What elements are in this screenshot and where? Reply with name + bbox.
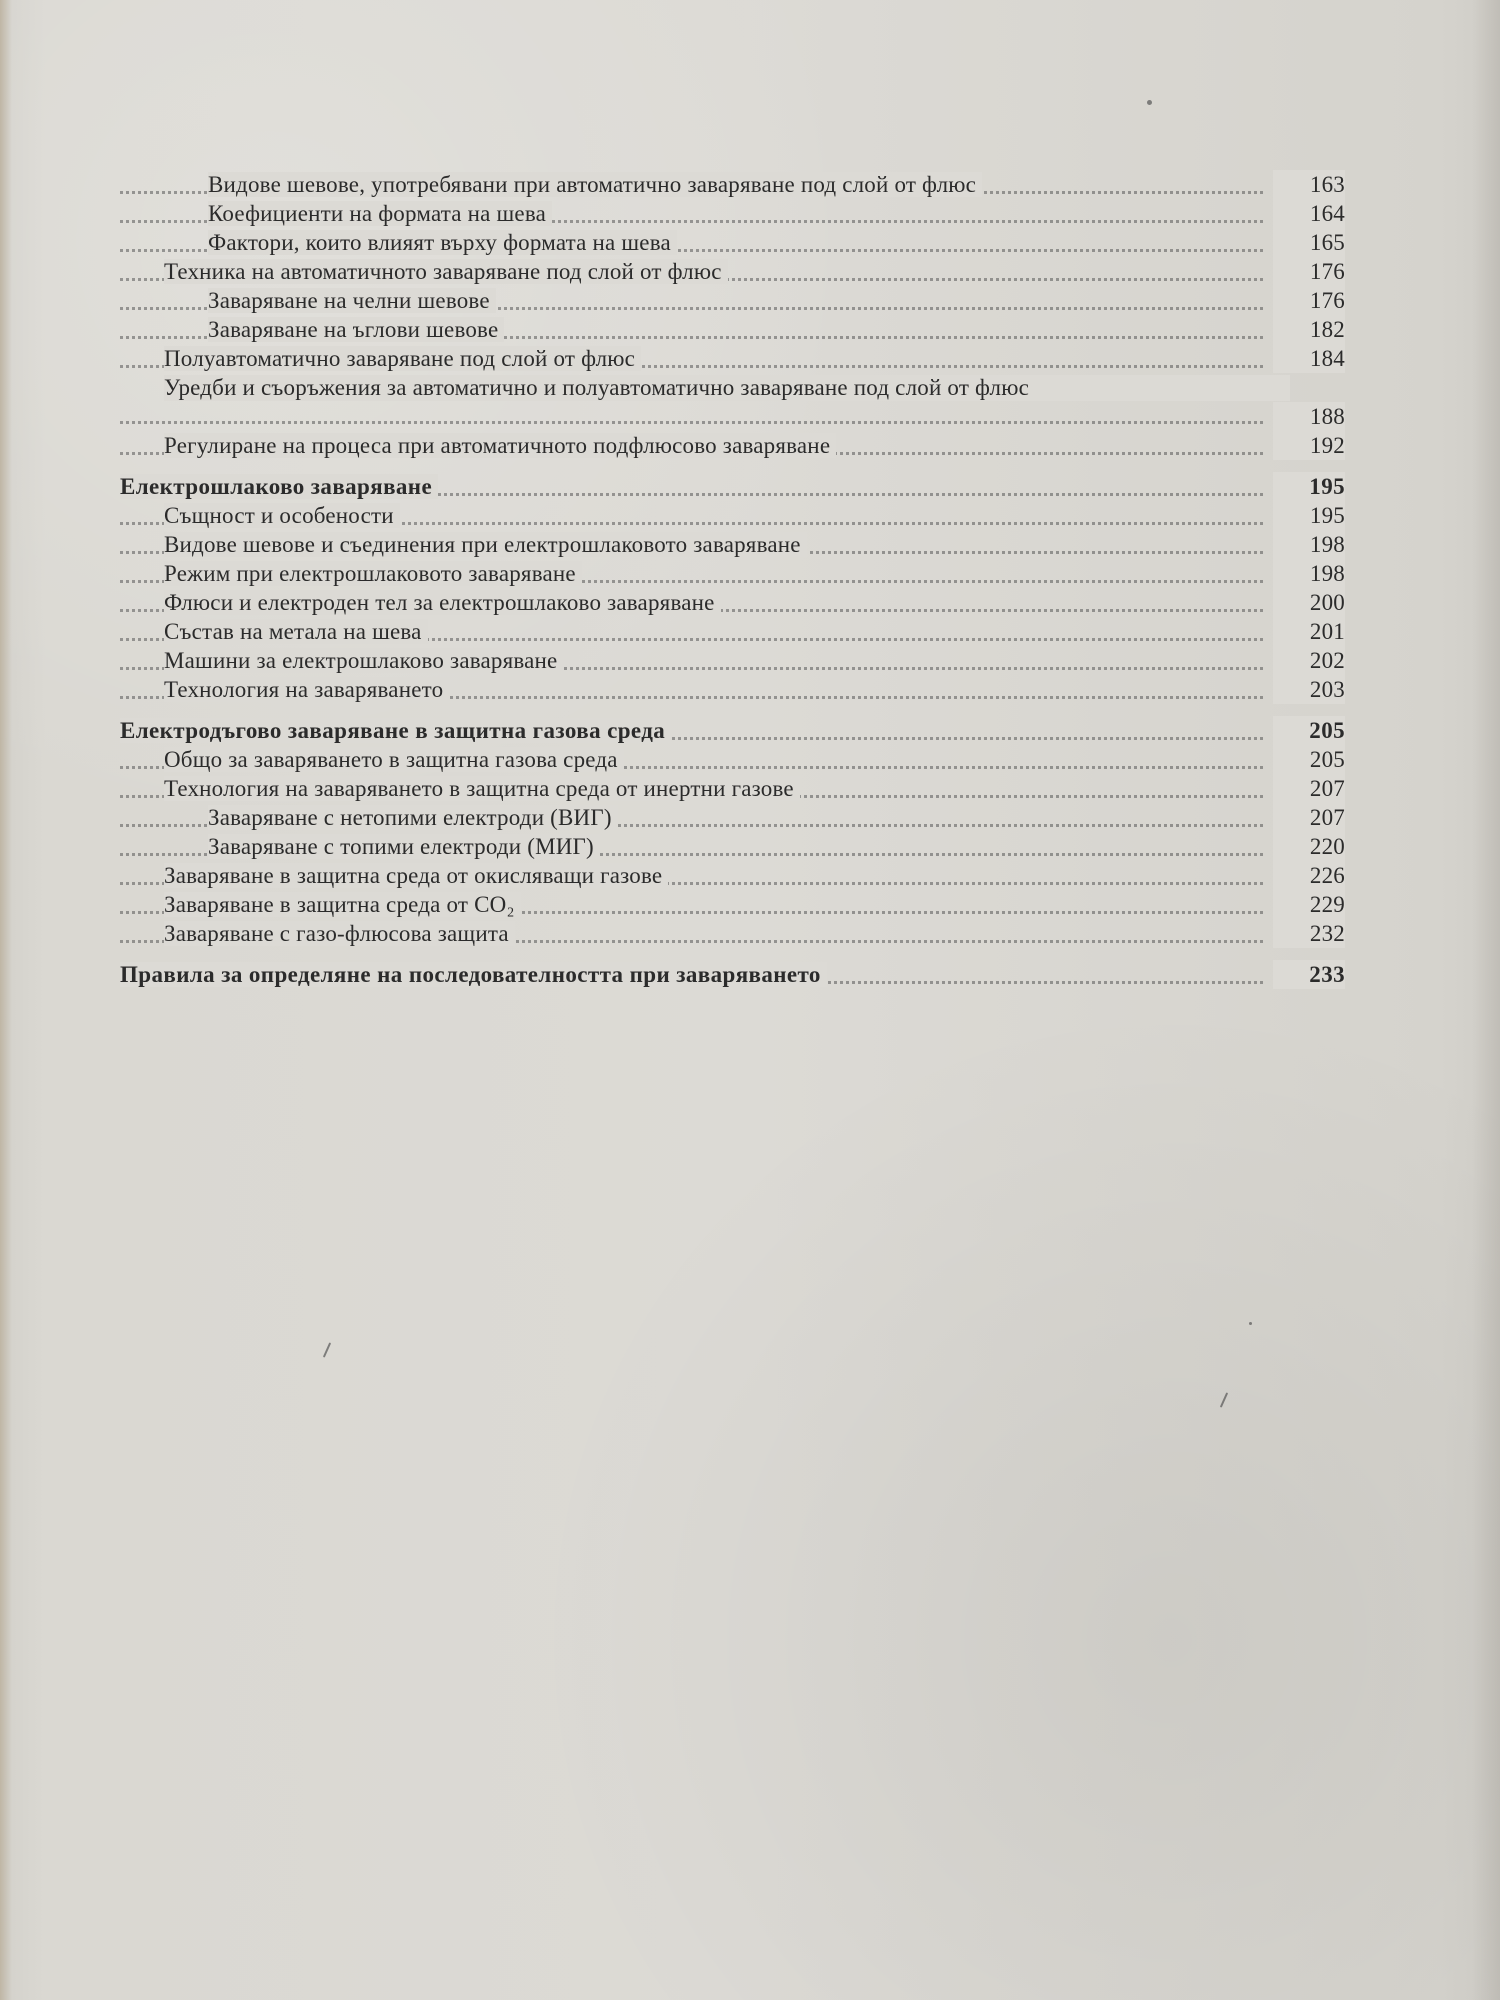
paper-speck-mark	[1147, 100, 1152, 105]
toc-entry-title: Електродъгово заваряване в защитна газова среда	[120, 718, 671, 743]
toc-entry-17	[120, 716, 1345, 745]
toc-entry-page-number: 198	[1273, 530, 1345, 559]
toc-entry-title: Заваряване на челни шевове	[208, 288, 496, 313]
toc-entry-3	[120, 257, 1345, 286]
toc-entry-title: Същност и особености	[164, 503, 400, 528]
toc-entry-title: Технология на заваряването в защитна среда от инертни газове	[164, 776, 800, 801]
toc-entry-title: Видове шевове, употребявани при автоматично заваряване под слой от флюс	[208, 172, 982, 197]
toc-entry-page-number: 203	[1273, 675, 1345, 704]
toc-entry-page-number: 200	[1273, 588, 1345, 617]
toc-entry-21	[120, 832, 1345, 861]
toc-entry-title: Заваряване с топими електроди (МИГ)	[208, 834, 600, 859]
toc-entry-title: Машини за електрошлаково заваряване	[164, 648, 563, 673]
toc-entry-page-number: 205	[1273, 745, 1345, 774]
toc-entry-18	[120, 745, 1345, 774]
toc-entry-page-number: 164	[1273, 199, 1345, 228]
toc-entry-13	[120, 588, 1345, 617]
toc-entry-15	[120, 646, 1345, 675]
toc-entry-7	[120, 373, 1345, 431]
toc-entry-1	[120, 199, 1345, 228]
toc-entry-2	[120, 228, 1345, 257]
toc-entry-page-number: 202	[1273, 646, 1345, 675]
toc-entry-title: Заваряване в защитна среда от окисляващи газове	[164, 863, 668, 888]
toc-entry-title: Полуавтоматично заваряване под слой от флюс	[164, 346, 641, 371]
paper-speck-mark	[1249, 1322, 1252, 1325]
toc-entry-title: Фактори, които влияят върху формата на шева	[208, 230, 677, 255]
dot-leader	[120, 419, 1263, 424]
toc-entry-page-number: 232	[1273, 919, 1345, 948]
toc-entry-page-number: 195	[1273, 501, 1345, 530]
toc-entry-8	[120, 431, 1345, 460]
toc-entry-page-number: 201	[1273, 617, 1345, 646]
toc-entry-title: Коефициенти на формата на шева	[208, 201, 552, 226]
toc-entry-page-number: 207	[1273, 803, 1345, 832]
toc-entry-title: Регулиране на процеса при автоматичното подфлюсово заваряване	[164, 433, 836, 458]
toc-entry-page-number: 195	[1273, 472, 1345, 501]
toc-entry-title: Състав на метала на шева	[164, 619, 428, 644]
toc-entry-title: Техника на автоматичното заваряване под слой от флюс	[164, 259, 728, 284]
toc-entry-title: Електрошлаково заваряване	[120, 474, 438, 499]
toc-entry-page-number: 205	[1273, 716, 1345, 745]
toc-entry-5	[120, 315, 1345, 344]
toc-entry-6	[120, 344, 1345, 373]
toc-entry-page-number: 233	[1273, 960, 1345, 989]
toc-entry-title: Заваряване в защитна среда от CO₂	[164, 892, 521, 917]
toc-entry-page-number: 220	[1273, 832, 1345, 861]
toc-entry-title: Заваряване с нетопими електроди (ВИГ)	[208, 805, 618, 830]
toc-entry-page-number: 192	[1273, 431, 1345, 460]
toc-entry-page-number: 226	[1273, 861, 1345, 890]
toc-entry-22	[120, 861, 1345, 890]
toc-entry-page-number: 229	[1273, 890, 1345, 919]
toc-entry-23	[120, 890, 1345, 919]
toc-entry-page-number: 198	[1273, 559, 1345, 588]
toc-entry-9	[120, 472, 1345, 501]
toc-entry-title: Заваряване на ъглови шевове	[208, 317, 504, 342]
toc-entry-page-number: 188	[1273, 402, 1345, 431]
toc-entry-page-number: 176	[1273, 286, 1345, 315]
toc-entry-12	[120, 559, 1345, 588]
toc-entry-0	[120, 170, 1345, 199]
toc-entry-20	[120, 803, 1345, 832]
toc-entry-title: Флюси и електроден тел за електрошлаково заваряване	[164, 590, 721, 615]
toc-entry-page-number: 176	[1273, 257, 1345, 286]
toc-entry-page-number: 182	[1273, 315, 1345, 344]
toc-entry-title: Заваряване с газо-флюсова защита	[164, 921, 515, 946]
toc-entry-25	[120, 960, 1345, 989]
toc-entry-title: Технология на заваряването	[164, 677, 449, 702]
toc-entry-19	[120, 774, 1345, 803]
toc-entry-4	[120, 286, 1345, 315]
toc-entry-11	[120, 530, 1345, 559]
toc-entry-page-number: 165	[1273, 228, 1345, 257]
toc-entry-title: Правила за определяне на последователността при заваряването	[120, 962, 827, 987]
toc-entry-page-number: 207	[1273, 774, 1345, 803]
toc-entry-14	[120, 617, 1345, 646]
toc-entry-title: Видове шевове и съединения при електрошлаковото заваряване	[164, 532, 807, 557]
toc-entry-title: Уредби и съоръжения за автоматично и полуавтоматично заваряване под слой от флюс	[164, 375, 1290, 401]
toc-entry-page-number: 163	[1273, 170, 1345, 199]
toc-entry-16	[120, 675, 1345, 704]
toc-entry-24	[120, 919, 1345, 948]
table-of-contents	[120, 170, 1345, 989]
paper-scratch-mark	[323, 1342, 331, 1357]
toc-entry-10	[120, 501, 1345, 530]
toc-entry-page-number: 184	[1273, 344, 1345, 373]
toc-entry-title: Режим при електрошлаковото заваряване	[164, 561, 582, 586]
paper-scratch-mark	[1220, 1392, 1228, 1407]
toc-entry-title: Общо за заваряването в защитна газова среда	[164, 747, 624, 772]
